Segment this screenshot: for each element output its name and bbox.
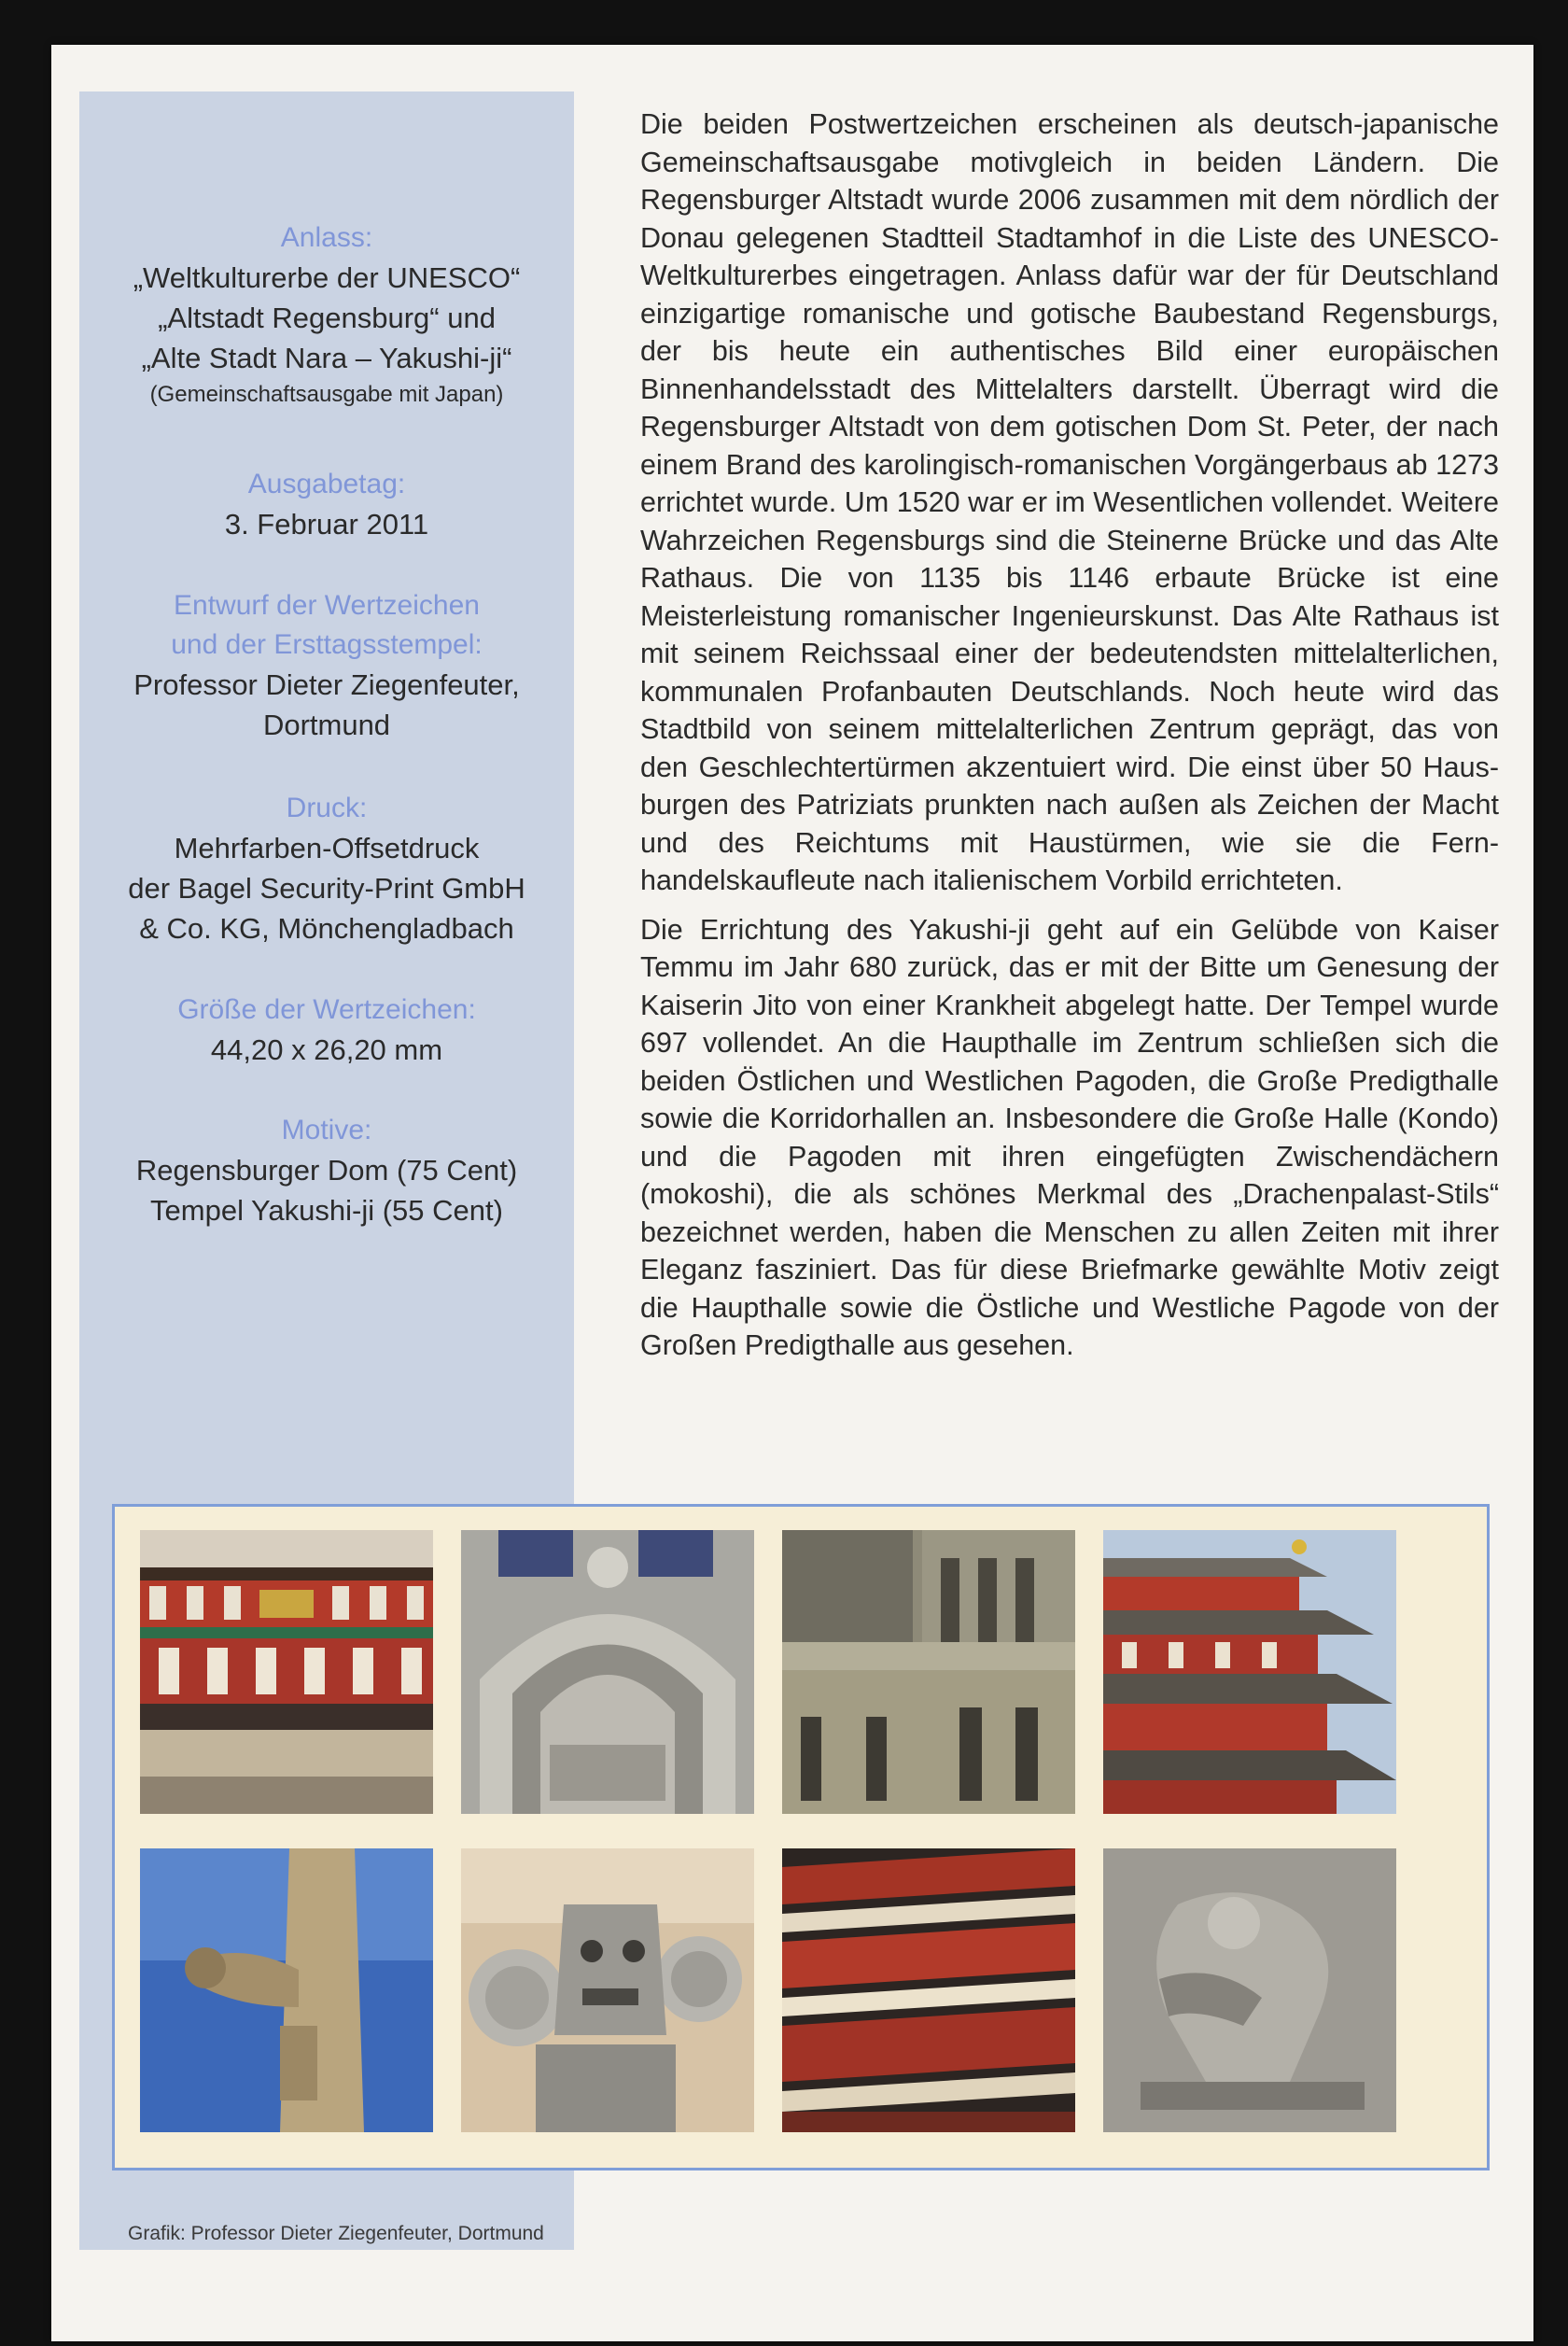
photo-cathedral-portal	[461, 1530, 754, 1814]
druck-section	[79, 789, 574, 948]
motive-section	[79, 1111, 574, 1230]
groesse-section	[79, 990, 574, 1070]
motive-line-2: Tempel Yakushi-ji (55 Cent)	[150, 1194, 503, 1227]
ausgabetag-heading: Ausgabetag:	[247, 469, 406, 499]
photo-pagoda-roofs	[782, 1848, 1075, 2132]
photo-stone-relief	[1103, 1848, 1396, 2132]
groesse-heading: Größe der Wertzeichen:	[177, 994, 476, 1025]
anlass-heading: Anlass:	[280, 222, 373, 253]
photo-grid	[112, 1504, 1490, 2170]
motive-line-1: Regensburger Dom (75 Cent)	[135, 1154, 518, 1187]
entwurf-heading-line-2: und der Ersttagsstempel:	[171, 629, 483, 660]
photo-onigawara	[461, 1848, 754, 2132]
paragraph-regensburg: Die beiden Postwertzeichen erscheinen als deutsch-japanische Gemeinschaftsausgabe motivgleich in beiden Ländern. Die Regensburger Altstadt wurde 2006 zusammen mit dem nördlich der Donau gelegenen Stadtteil Stadtamhof in die Liste des UNESCO-Weltkulturerbes eingetragen. Anlass dafür war der für Deutschland einzigartige romanische und gotische Baubestand Regensburgs, der bis heute ein authentisches Bild einer europäischen Binnenhandelsstadt des Mittelalters darstellt. Überragt wird die Regensburger Altstadt von dem gotischen Dom St. Peter, der nach einem Brand des karolingisch-romanischen Vorgängerbaus ab 1273 errichtet wurde. Um 1520 war er im Wesentlichen vollendet. Weitere Wahrzeichen Regensburgs sind die Steinerne Brücke und das Alte Rathaus. Die von 1135 bis 1146 erbaute Brücke ist eine Meisterleistung romanischer Ingenieurskunst. Das Alte Rathaus ist mit seinem Reichssaal einer der bedeutendsten mittelalterlichen, kommunalen Profanbauten Deutschlands. Noch heute wird das Stadtbild von seinem mittelalterlichen Zentrum geprägt, das von den Geschlechtertürmen akzentuiert wird. Die einst über 50 Hausburgen des Patriziats prunkten nach außen als Zeichen der Macht und des Reichtums mit Haustürmen, wie sie die Fernhandelskaufleute nach italienischem Vorbild errichteten.	[640, 108, 1499, 896]
anlass-line-1: „Weltkulturerbe der UNESCO“	[133, 261, 521, 294]
photo-pagoda-sky	[1103, 1530, 1396, 1814]
entwurf-line-2: Dortmund	[262, 709, 391, 741]
druck-line-2: der Bagel Security-Print GmbH	[128, 872, 525, 905]
photo-temple-hall	[140, 1530, 433, 1814]
entwurf-section	[79, 586, 574, 745]
photo-cathedral-tower	[782, 1530, 1075, 1814]
graphic-credit-caption: Grafik: Professor Dieter Ziegenfeuter, Dortmund	[128, 2223, 544, 2244]
photo-gargoyle-sky	[140, 1848, 433, 2132]
groesse-value: 44,20 x 26,20 mm	[210, 1033, 443, 1066]
article-body	[640, 105, 1499, 1376]
anlass-line-3: „Alte Stadt Nara – Yakushi-ji“	[141, 342, 512, 374]
anlass-note: (Gemeinschaftsausgabe mit Japan)	[149, 382, 504, 407]
druck-line-1: Mehrfarben-Offsetdruck	[174, 832, 480, 864]
entwurf-line-1: Professor Dieter Ziegenfeuter,	[133, 668, 520, 701]
document-page	[51, 45, 1533, 2341]
motive-heading: Motive:	[281, 1115, 372, 1145]
ausgabetag-value: 3. Februar 2011	[224, 508, 429, 541]
druck-line-3: & Co. KG, Mönchengladbach	[139, 912, 514, 945]
anlass-line-2: „Altstadt Regensburg“ und	[158, 302, 496, 334]
entwurf-heading-line-1: Entwurf der Wertzeichen	[174, 590, 480, 621]
paragraph-yakushi-ji: Die Errichtung des Yakushi-ji geht auf ein Gelübde von Kaiser Temmu im Jahr 680 zurück, das er mit der Bitte um Genesung der Kaiserin Jito von einer Krankheit abgelegt hatte. Der Tempel wurde 697 vollendet. An die Haupthalle im Zentrum schließen sich die beiden Östlichen und Westlichen Pagoden, die Große Predigthalle sowie die Korridorhallen an. Insbesondere die Große Halle (Kondo) und die Pagoden mit ihren eingefügten Zwischendächern (mokoshi), die als schönes Merkmal des „Drachenpalast-Stils“ bezeichnet werden, haben die Menschen zu allen Zeiten mit ihrer Eleganz fasziniert. Das für diese Briefmarke gewählte Motiv zeigt die Haupthalle sowie die Östliche und Westliche Pagode von der Großen Predigthalle aus gesehen.	[640, 913, 1499, 1361]
druck-heading: Druck:	[286, 793, 368, 823]
ausgabetag-section	[79, 465, 574, 544]
anlass-section	[79, 218, 574, 412]
